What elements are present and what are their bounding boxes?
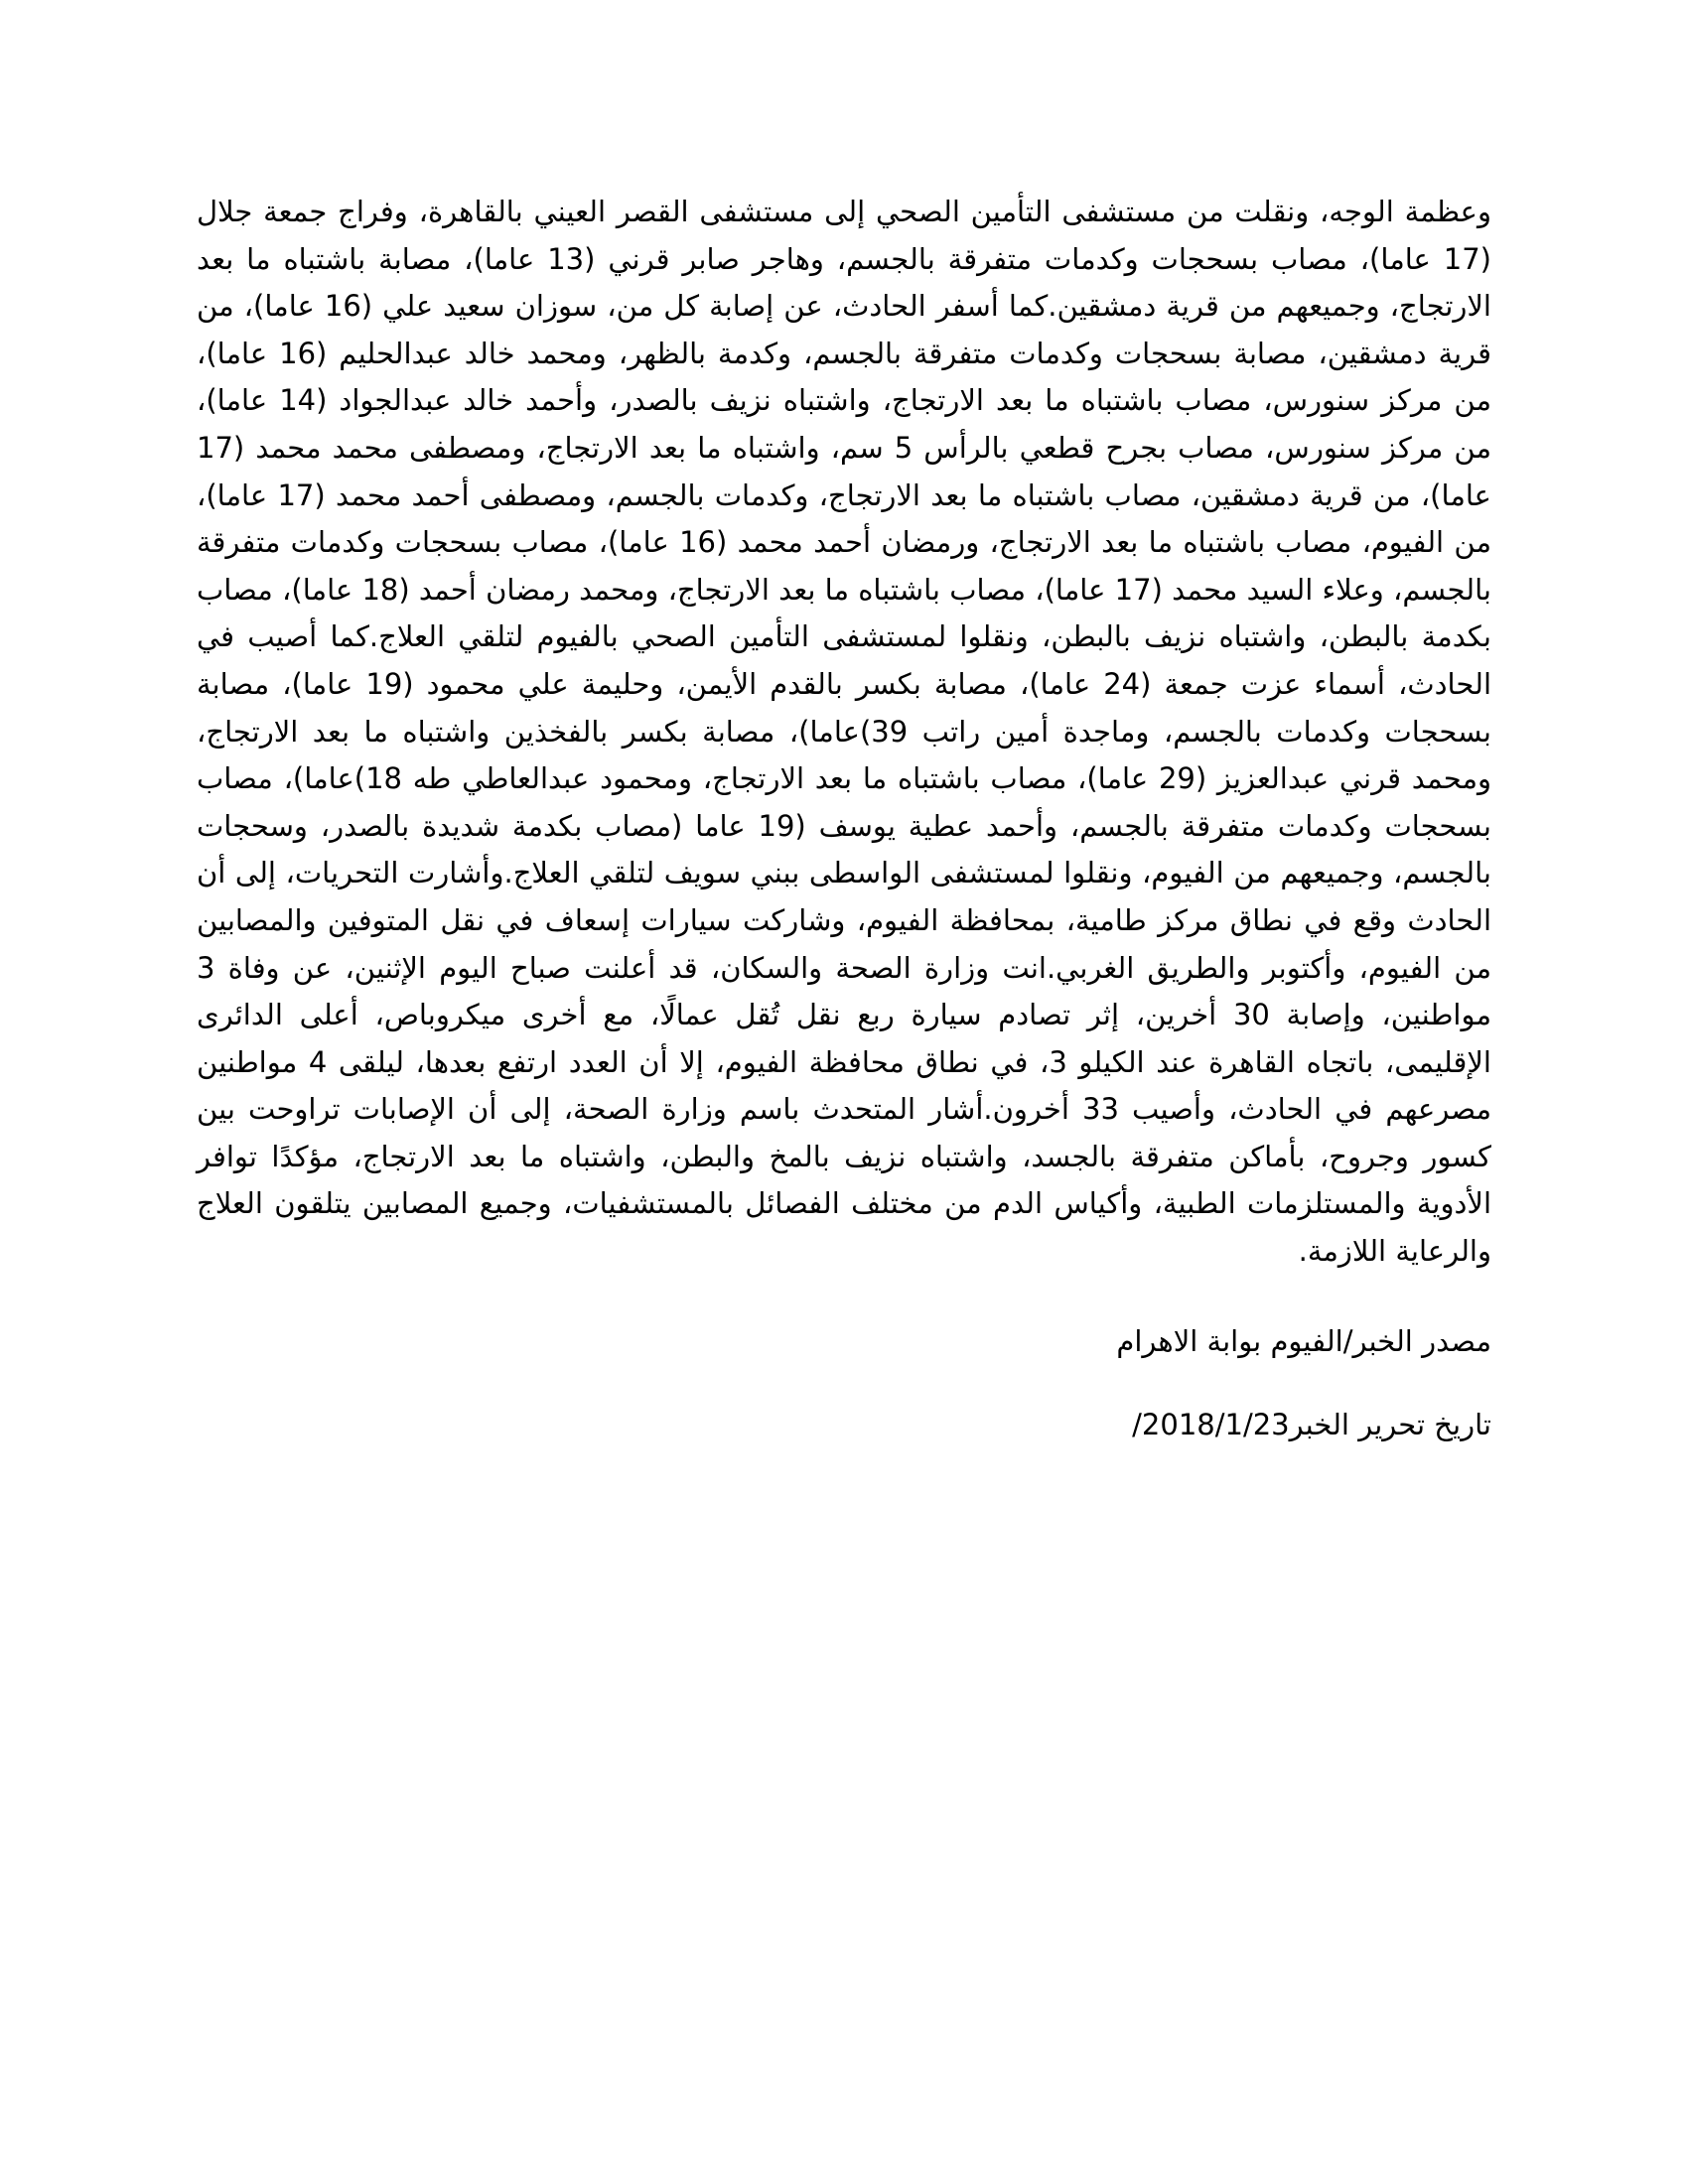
article-body-paragraph: وعظمة الوجه، ونقلت من مستشفى التأمين الصحي إلى مستشفى القصر العيني بالقاهرة، وفراج جمعة جلال (17 عاما)، مصاب بسحجات وكدمات متفرقة بالجسم، وهاجر صابر قرني (13 عاما)، مصابة باشتباه ما بعد الارتجاج، وجميعهم من قرية دمشقين.كما أسفر الحادث، عن إصابة كل من، سوزان سعيد علي (16 عاما)، من قرية دمشقين، مصابة بسحجات وكدمات متفرقة بالجسم، وكدمة بالظهر، ومحمد خالد عبدالحليم (16 عاما)، من مركز سنورس، مصاب باشتباه ما بعد الارتجاج، واشتباه نزيف بالصدر، وأحمد خالد عبدالجواد (14 عاما)، من مركز سنورس، مصاب بجرح قطعي بالرأس 5 سم، واشتباه ما بعد الارتجاج، ومصطفى محمد محمد (17 عاما)، من قرية دمشقين، مصاب باشتباه ما بعد الارتجاج، وكدمات بالجسم، ومصطفى أحمد محمد (17 عاما)، من الفيوم، مصاب باشتباه ما بعد الارتجاج، ورمضان أحمد محمد (16 عاما)، مصاب بسحجات وكدمات متفرقة بالجسم، وعلاء السيد محمد (17 عاما)، مصاب باشتباه ما بعد الارتجاج، ومحمد رمضان أحمد (18 عاما)، مصاب بكدمة بالبطن، واشتباه نزيف بالبطن، ونقلوا لمستشفى التأمين الصحي بالفيوم لتلقي العلاج.كما أصيب في الحادث، أسماء عزت جمعة (24 عاما)، مصابة بكسر بالقدم الأيمن، وحليمة علي محمود (19 عاما)، مصابة بسحجات وكدمات بالجسم، وماجدة أمين راتب 39)عاما)، مصابة بكسر بالفخذين واشتباه ما بعد الارتجاج، ومحمد قرني عبدالعزيز (29 عاما)، مصاب باشتباه ما بعد الارتجاج، ومحمود عبدالعاطي طه 18)عاما)، مصاب بسحجات وكدمات متفرقة بالجسم، وأحمد عطية يوسف (19 عاما (مصاب بكدمة شديدة بالصدر، وسحجات بالجسم، وجميعهم من الفيوم، ونقلوا لمستشفى الواسطى ببني سويف لتلقي العلاج.وأشارت التحريات، إلى أن الحادث وقع في نطاق مركز طامية، بمحافظة الفيوم، وشاركت سيارات إسعاف في نقل المتوفين والمصابين من الفيوم، وأكتوبر والطريق الغربي.انت وزارة الصحة والسكان، قد أعلنت صباح اليوم الإثنين، عن وفاة 3 مواطنين، وإصابة 30 أخرين، إثر تصادم سيارة ربع نقل تُقل عمالًا، مع أخرى ميكروباص، أعلى الدائرى الإقليمى، باتجاه القاهرة عند الكيلو 3، في نطاق محافظة الفيوم، إلا أن العدد ارتفع بعدها، ليلقى 4 مواطنين مصرعهم في الحادث، وأصيب 33 أخرون.أشار المتحدث باسم وزارة الصحة، إلى أن الإصابات تراوحت بين كسور وجروح، بأماكن متفرقة بالجسد، واشتباه نزيف بالمخ والبطن، واشتباه ما بعد الارتجاج، مؤكدًا توافر الأدوية والمستلزمات الطبية، وأكياس الدم من مختلف الفصائل بالمستشفيات، وجميع المصابين يتلقون العلاج والرعاية اللازمة. [197,195,1492,1269]
document-content [197,189,1491,1444]
news-source-line: مصدر الخبر/الفيوم بوابة الاهرام [1116,1323,1491,1358]
news-date-line: تاريخ تحرير الخبر2018/1/23/ [1132,1407,1491,1441]
